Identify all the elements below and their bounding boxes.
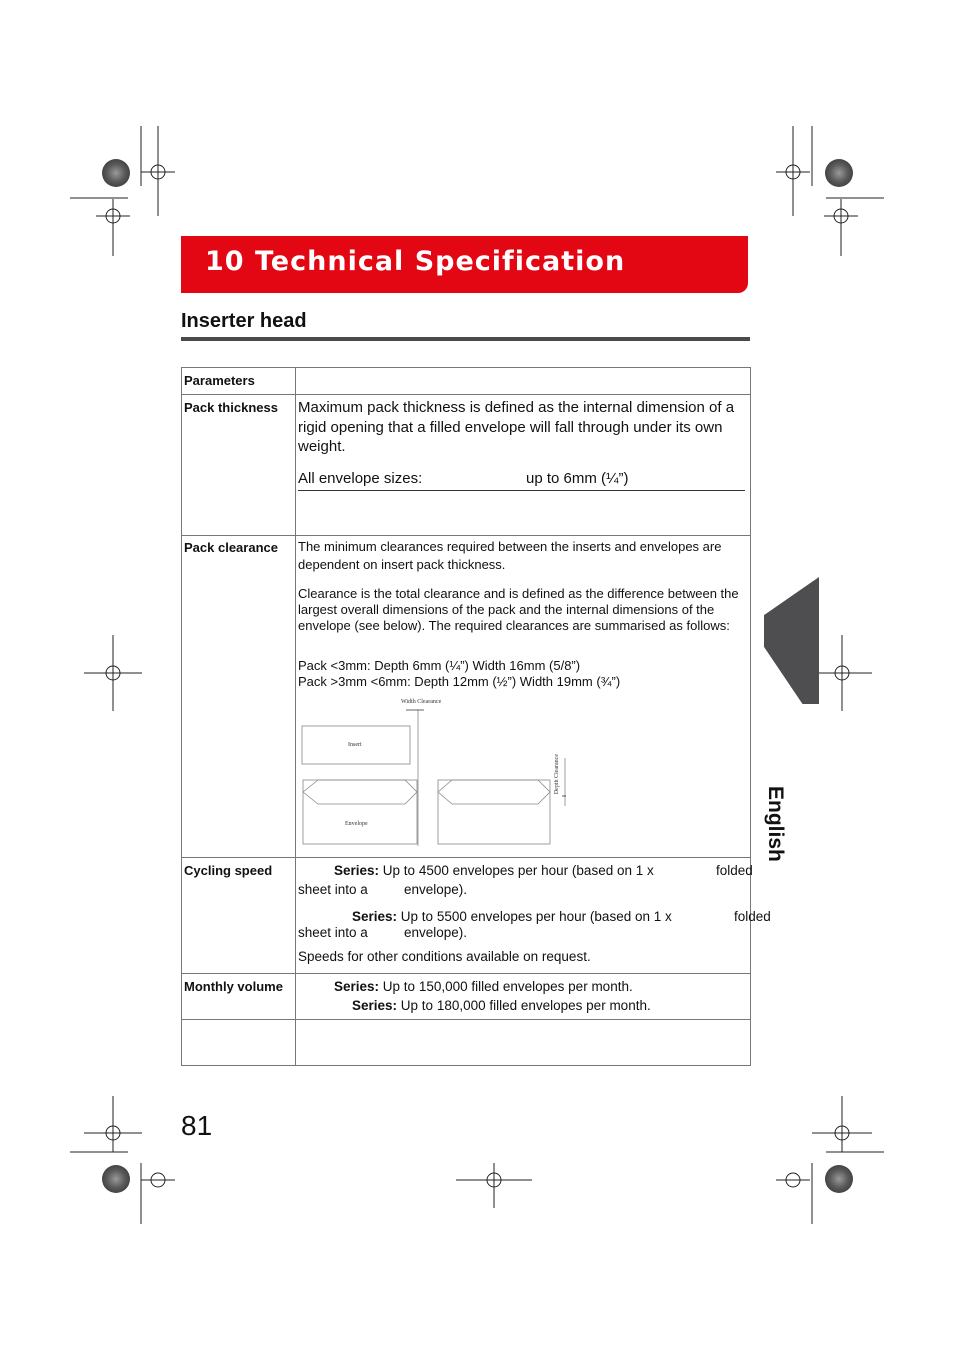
cycling-a-folded: folded — [716, 863, 753, 878]
row-divider — [182, 394, 750, 395]
crosshair-icon — [141, 126, 175, 216]
insert-label: Insert — [348, 742, 362, 748]
section-rule — [181, 337, 750, 341]
row-divider — [182, 1019, 750, 1020]
cycling-note: Speeds for other conditions available on request. — [298, 949, 591, 964]
cycling-b-folded: folded — [734, 909, 771, 924]
monthly-a-text: Up to 150,000 filled envelopes per month. — [382, 979, 633, 994]
cycling-b-text: Up to 5500 envelopes per hour (based on 1 x — [400, 909, 672, 924]
cycling-b-line2b: envelope). — [404, 925, 468, 940]
cycling-b-series: Series: — [352, 909, 398, 924]
crosshair-icon — [824, 198, 884, 256]
pack-clearance-line2: Pack >3mm <6mm: Depth 12mm (½”) Width 19mm (¾”) — [298, 674, 621, 689]
row-label-pack-thickness: Pack thickness — [184, 400, 278, 415]
row-label-pack-clearance: Pack clearance — [184, 540, 278, 555]
pack-thickness-sizes-value: up to 6mm (¼”) — [526, 470, 629, 487]
row-divider — [182, 857, 750, 858]
width-clearance-label: Width Clearance — [401, 699, 442, 705]
depth-clearance-label: Depth Clearance — [554, 754, 560, 795]
sizes-underline — [298, 490, 745, 491]
pack-thickness-text: Maximum pack thickness is defined as the internal dimension of a rigid opening that a filled envelope will fall through under its own weight. — [298, 399, 735, 455]
monthly-b — [352, 997, 747, 1015]
pack-clearance-p1: The minimum clearances required between the inserts and envelopes are dependent on insert pack thickness. — [298, 539, 722, 572]
chapter-title: 10 Technical Specification — [205, 246, 626, 277]
language-label: English — [764, 786, 787, 862]
crosshair-icon — [70, 1096, 142, 1152]
monthly-a-series: Series: — [334, 979, 380, 994]
crosshair-icon — [812, 1096, 884, 1152]
row-divider — [182, 535, 750, 536]
crosshair-icon — [812, 635, 872, 711]
crosshair-icon — [456, 1163, 532, 1208]
crosshair-icon — [776, 1163, 812, 1224]
pack-thickness-sizes-label: All envelope sizes: — [298, 470, 423, 487]
envelope-label: Envelope — [345, 821, 368, 827]
section-title: Inserter head — [181, 310, 307, 332]
clearance-diagram-graphic — [300, 698, 566, 848]
monthly-b-text: Up to 180,000 filled envelopes per month. — [400, 998, 651, 1013]
crosshair-icon — [70, 198, 130, 256]
monthly-b-series: Series: — [352, 998, 398, 1013]
row-divider — [182, 973, 750, 974]
pack-clearance-line1: Pack <3mm: Depth 6mm (¼”) Width 16mm (5/8”) — [298, 658, 581, 673]
cycling-a-text: Up to 4500 envelopes per hour (based on 1 x — [382, 863, 654, 878]
clearance-diagram — [300, 698, 566, 848]
page-number: 81 — [181, 1110, 213, 1141]
column-divider — [295, 368, 296, 1065]
cycling-a-line2b: envelope). — [404, 882, 468, 897]
chapter-banner — [181, 236, 748, 293]
crosshair-icon — [84, 635, 142, 711]
monthly-a — [334, 978, 744, 996]
row-label-cycling-speed: Cycling speed — [184, 863, 273, 878]
cycling-a-line2a: sheet into a — [298, 882, 368, 897]
table-header: Parameters — [184, 373, 255, 388]
crosshair-icon — [141, 1163, 175, 1224]
crosshair-icon — [776, 126, 810, 216]
pack-clearance-p2: Clearance is the total clearance and is defined as the difference between the largest overall dimensions of the pack and the internal dimensions of the envelope (see below). The required clearances are summarised as follows: — [298, 586, 739, 633]
row-label-monthly-volume: Monthly volume — [184, 979, 283, 994]
cycling-a-series: Series: — [334, 863, 380, 878]
cycling-b-line2a: sheet into a — [298, 925, 368, 940]
cycling-a-line1 — [334, 862, 754, 880]
